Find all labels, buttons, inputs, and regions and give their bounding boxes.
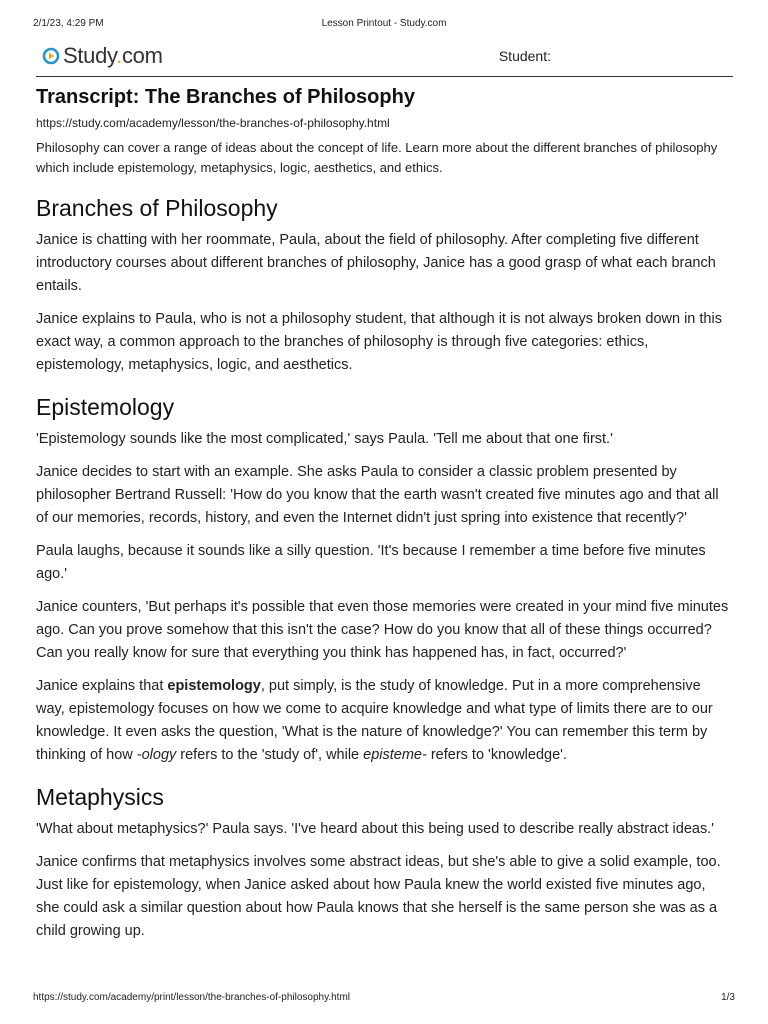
paragraph: Janice confirms that metaphysics involves some abstract ideas, but she's able to give a solid example, too. Just like for epistemology, when Janice asked about how Paula knew the world existed five minutes ago, she could ask a similar question about how Paula knows that she herself is the same person she was as a child growing up. bbox=[36, 854, 721, 939]
paragraph: 'Epistemology sounds like the most complicated,' says Paula. 'Tell me about that one first.' bbox=[36, 431, 613, 447]
article-summary: Philosophy can cover a range of ideas about the concept of life. Learn more about the different branches of philosophy which include epistemology, metaphysics, logic, aesthetics, and ethics. bbox=[36, 140, 718, 175]
print-doc-title: Lesson Printout - Study.com bbox=[321, 18, 447, 29]
brand-header bbox=[36, 40, 733, 77]
student-label: Student: bbox=[498, 48, 551, 64]
section-heading-metaphysics: Metaphysics bbox=[36, 784, 164, 810]
paragraph: Janice counters, 'But perhaps it's possible that even those memories were created in your mind five minutes ago. Can you prove somehow that this isn't the case? How do you know that all of these things occurred? Can you really know for sure that everything you think has happened has, in fact, occurred?' bbox=[36, 599, 729, 661]
term-episteme: episteme- bbox=[363, 747, 427, 763]
play-circle-icon bbox=[42, 47, 60, 65]
paragraph: Janice decides to start with an example. She asks Paula to consider a classic problem presented by philosopher Bertrand Russell: 'How do you know that the earth wasn't created five minutes ago and that all of our memories, records, history, and even the Internet didn't just spring into existence that recently?' bbox=[36, 464, 719, 526]
section-heading-epistemology: Epistemology bbox=[36, 394, 175, 420]
paragraph: Janice is chatting with her roommate, Paula, about the field of philosophy. After completing five different introductory courses about different branches of philosophy, Janice has a good grasp of what each branch entails. bbox=[36, 232, 716, 294]
print-footer-url: https://study.com/academy/print/lesson/the-branches-of-philosophy.html bbox=[33, 992, 351, 1003]
logo-wordmark: Study.com bbox=[63, 43, 163, 68]
article-body bbox=[36, 82, 732, 953]
print-header bbox=[33, 18, 735, 32]
print-datetime: 2/1/23, 4:29 PM bbox=[33, 18, 104, 29]
study-com-logo bbox=[42, 43, 163, 69]
definition-paragraph: Janice explains that epistemology, put simply, is the study of knowledge. Put in a more comprehensive way, epistemology focuses on how we come to acquire knowledge and what type of limits there are to our knowledge. It even asks the question, 'What is the nature of knowledge?' You can remember this term by thinking of how -ology refers to the 'study of', while episteme- refers to 'knowledge'. bbox=[36, 678, 713, 763]
article-title: Transcript: The Branches of Philosophy bbox=[36, 86, 415, 108]
term-ology: -ology bbox=[136, 747, 177, 763]
paragraph: Janice explains to Paula, who is not a philosophy student, that although it is not always broken down in this exact way, a common approach to the branches of philosophy is through five categories: ethics, epistemology, metaphysics, logic, and aesthetics. bbox=[36, 311, 722, 373]
page-number: 1/3 bbox=[721, 992, 735, 1003]
print-footer bbox=[33, 992, 735, 1006]
term-epistemology: epistemology bbox=[167, 678, 261, 694]
section-heading-branches: Branches of Philosophy bbox=[36, 195, 278, 221]
article-url[interactable]: https://study.com/academy/lesson/the-branches-of-philosophy.html bbox=[36, 116, 390, 130]
paragraph: 'What about metaphysics?' Paula says. 'I've heard about this being used to describe really abstract ideas.' bbox=[36, 821, 714, 837]
paragraph: Paula laughs, because it sounds like a silly question. 'It's because I remember a time before five minutes ago.' bbox=[36, 543, 706, 582]
